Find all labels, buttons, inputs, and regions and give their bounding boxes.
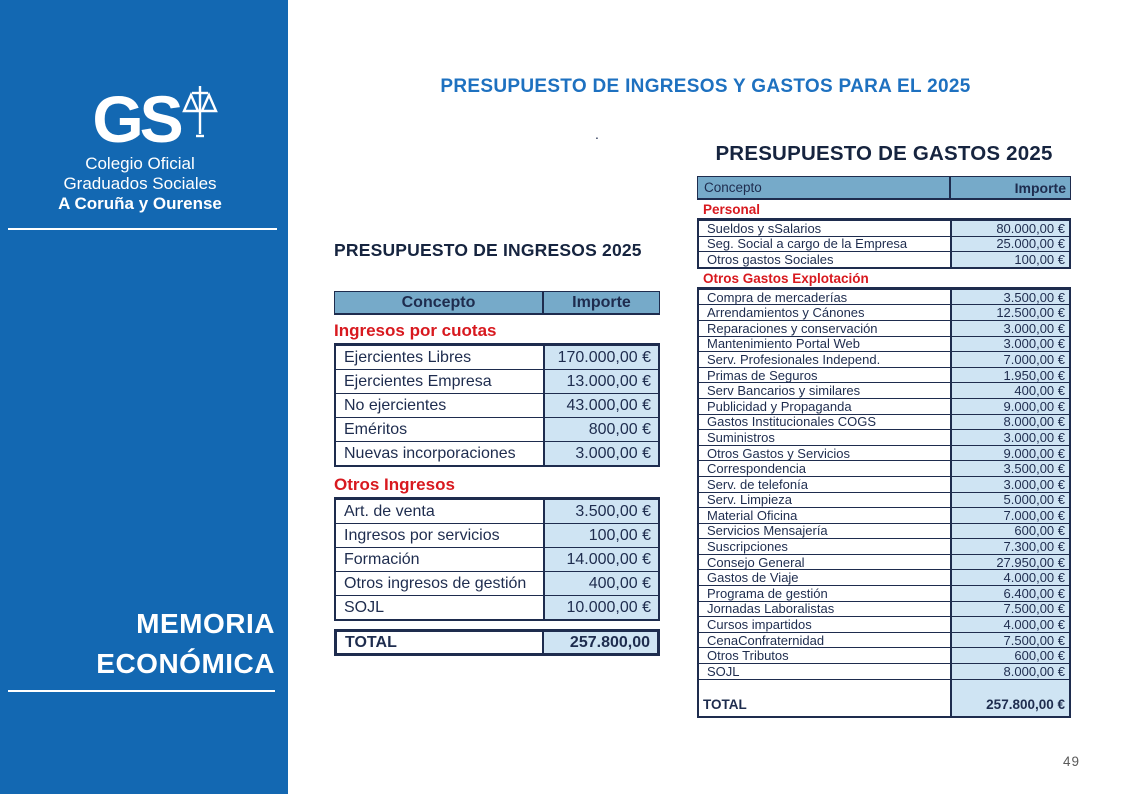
ingresos-total-row: [334, 629, 660, 656]
table-row: [699, 336, 1069, 352]
concept-cell: Suscripciones: [699, 539, 952, 554]
org-logo: [0, 82, 280, 214]
table-row: [699, 616, 1069, 632]
gastos-column-headers: [697, 176, 1071, 200]
concept-cell: Ingresos por servicios: [336, 524, 545, 547]
table-row: [699, 585, 1069, 601]
gastos-personal-table: [697, 218, 1071, 269]
amount-cell: 400,00 €: [545, 572, 658, 595]
concept-cell: Cursos impartidos: [699, 617, 952, 632]
amount-cell: 4.000,00 €: [952, 617, 1069, 632]
gastos-col-importe: Importe: [1014, 179, 1066, 196]
section-title-line2: ECONÓMICA: [96, 648, 275, 679]
amount-cell: 3.000,00 €: [952, 337, 1069, 352]
table-row: [336, 345, 658, 369]
gastos-total-row: [699, 679, 1069, 716]
amount-cell: 43.000,00 €: [545, 394, 658, 417]
table-row: [699, 367, 1069, 383]
concept-cell: CenaConfraternidad: [699, 633, 952, 648]
stray-period-mark: .: [595, 126, 599, 142]
amount-cell: 600,00 €: [952, 524, 1069, 539]
gastos-total-value: 257.800,00 €: [952, 680, 1069, 716]
org-name-line1: Colegio Oficial: [85, 154, 195, 173]
ingresos-otros-table: [334, 497, 660, 621]
concept-cell: Otros Tributos: [699, 648, 952, 663]
table-row: [336, 595, 658, 619]
table-row: [699, 429, 1069, 445]
table-row: [699, 569, 1069, 585]
concept-cell: Correspondencia: [699, 461, 952, 476]
concept-cell: Servicios Mensajería: [699, 524, 952, 539]
amount-cell: 3.500,00 €: [952, 461, 1069, 476]
amount-cell: 14.000,00 €: [545, 548, 658, 571]
table-row: [699, 507, 1069, 523]
gastos-group-label-personal: Personal: [703, 202, 761, 217]
table-row: [336, 547, 658, 571]
ingresos-group-label-otros: Otros Ingresos: [334, 475, 455, 494]
page-number: 49: [1063, 754, 1081, 769]
ingresos-cuotas-table: [334, 343, 660, 467]
gs-monogram-text: GS: [92, 82, 180, 156]
sidebar-divider-bottom: [8, 690, 275, 692]
gs-monogram: [92, 82, 217, 156]
concept-cell: Compra de mercaderías: [699, 290, 952, 305]
concept-cell: Art. de venta: [336, 500, 545, 523]
ingresos-col-importe: Importe: [572, 293, 631, 311]
table-row: [336, 499, 658, 523]
ingresos-total-label: TOTAL: [337, 632, 544, 653]
concept-cell: Otros Gastos y Servicios: [699, 446, 952, 461]
gastos-col-concepto: Concepto: [698, 177, 951, 198]
amount-cell: 10.000,00 €: [545, 596, 658, 619]
table-row: [336, 441, 658, 465]
amount-cell: 13.000,00 €: [545, 370, 658, 393]
concept-cell: Primas de Seguros: [699, 368, 952, 383]
amount-cell: 5.000,00 €: [952, 493, 1069, 508]
table-row: [699, 414, 1069, 430]
table-row: [699, 460, 1069, 476]
section-title-line1: MEMORIA: [136, 608, 275, 639]
amount-cell: 100,00 €: [952, 252, 1069, 267]
amount-cell: 400,00 €: [952, 383, 1069, 398]
amount-cell: 7.300,00 €: [952, 539, 1069, 554]
amount-cell: 27.950,00 €: [952, 555, 1069, 570]
concept-cell: Sueldos y sSalarios: [699, 221, 952, 236]
table-row: [699, 251, 1069, 267]
concept-cell: Gastos Institucionales COGS: [699, 415, 952, 430]
concept-cell: Material Oficina: [699, 508, 952, 523]
amount-cell: 3.500,00 €: [952, 290, 1069, 305]
sidebar-divider-top: [8, 228, 277, 230]
table-row: [699, 523, 1069, 539]
amount-cell: 8.000,00 €: [952, 664, 1069, 679]
concept-cell: Serv. de telefonía: [699, 477, 952, 492]
amount-cell: 8.000,00 €: [952, 415, 1069, 430]
concept-cell: No ejercientes: [336, 394, 545, 417]
gastos-group-label-explotacion: Otros Gastos Explotación: [703, 270, 869, 286]
gastos-title: PRESUPUESTO DE GASTOS 2025: [715, 142, 1053, 165]
amount-cell: 3.000,00 €: [952, 321, 1069, 336]
ingresos-col-concepto: Concepto: [335, 292, 544, 313]
concept-cell: Arrendamientos y Cánones: [699, 305, 952, 320]
amount-cell: 9.000,00 €: [952, 399, 1069, 414]
amount-cell: 3.000,00 €: [545, 442, 658, 465]
table-row: [336, 523, 658, 547]
table-row: [699, 236, 1069, 252]
gastos-explotacion-table: [697, 287, 1071, 718]
amount-cell: 3.000,00 €: [952, 430, 1069, 445]
table-row: [699, 476, 1069, 492]
table-row: [336, 417, 658, 441]
gastos-section: [697, 142, 1071, 718]
amount-cell: 100,00 €: [545, 524, 658, 547]
concept-cell: Otros gastos Sociales: [699, 252, 952, 267]
concept-cell: Serv. Limpieza: [699, 493, 952, 508]
concept-cell: Ejercientes Empresa: [336, 370, 545, 393]
concept-cell: Nuevas incorporaciones: [336, 442, 545, 465]
table-row: [699, 445, 1069, 461]
table-row: [699, 398, 1069, 414]
amount-cell: 4.000,00 €: [952, 570, 1069, 585]
amount-cell: 3.000,00 €: [952, 477, 1069, 492]
scales-of-justice-icon: [182, 84, 218, 144]
table-row: [336, 393, 658, 417]
table-row: [336, 571, 658, 595]
amount-cell: 1.950,00 €: [952, 368, 1069, 383]
concept-cell: Ejercientes Libres: [336, 346, 545, 369]
concept-cell: Reparaciones y conservación: [699, 321, 952, 336]
section-title: [96, 604, 275, 684]
amount-cell: 7.000,00 €: [952, 352, 1069, 367]
org-name-line3: A Coruña y Ourense: [58, 194, 222, 213]
concept-cell: Formación: [336, 548, 545, 571]
sidebar: [0, 0, 288, 794]
table-row: [699, 663, 1069, 679]
ingresos-column-headers: [334, 291, 660, 315]
org-name-line2: Graduados Sociales: [63, 174, 217, 193]
concept-cell: Programa de gestión: [699, 586, 952, 601]
table-row: [699, 601, 1069, 617]
concept-cell: Eméritos: [336, 418, 545, 441]
table-row: [699, 220, 1069, 236]
table-row: [699, 632, 1069, 648]
concept-cell: Gastos de Viaje: [699, 570, 952, 585]
ingresos-total-value: 257.800,00: [544, 632, 657, 653]
concept-cell: Suministros: [699, 430, 952, 445]
table-row: [699, 554, 1069, 570]
gastos-total-label: TOTAL: [699, 680, 952, 716]
table-row: [336, 369, 658, 393]
amount-cell: 7.000,00 €: [952, 508, 1069, 523]
table-row: [699, 304, 1069, 320]
table-row: [699, 320, 1069, 336]
table-row: [699, 492, 1069, 508]
amount-cell: 600,00 €: [952, 648, 1069, 663]
concept-cell: Publicidad y Propaganda: [699, 399, 952, 414]
ingresos-title: PRESUPUESTO DE INGRESOS 2025: [334, 240, 642, 260]
ingresos-group-label-cuotas: Ingresos por cuotas: [334, 321, 497, 340]
concept-cell: Seg. Social a cargo de la Empresa: [699, 237, 952, 252]
amount-cell: 170.000,00 €: [545, 346, 658, 369]
amount-cell: 9.000,00 €: [952, 446, 1069, 461]
org-name: [0, 154, 280, 214]
amount-cell: 6.400,00 €: [952, 586, 1069, 601]
amount-cell: 80.000,00 €: [952, 221, 1069, 236]
concept-cell: Serv. Profesionales Independ.: [699, 352, 952, 367]
amount-cell: 800,00 €: [545, 418, 658, 441]
table-row: [699, 647, 1069, 663]
table-row: [699, 382, 1069, 398]
page-title: PRESUPUESTO DE INGRESOS Y GASTOS PARA EL 2025: [440, 76, 971, 97]
concept-cell: SOJL: [336, 596, 545, 619]
concept-cell: Otros ingresos de gestión: [336, 572, 545, 595]
table-row: [699, 351, 1069, 367]
amount-cell: 3.500,00 €: [545, 500, 658, 523]
concept-cell: Consejo General: [699, 555, 952, 570]
amount-cell: 25.000,00 €: [952, 237, 1069, 252]
table-row: [699, 289, 1069, 305]
concept-cell: Mantenimiento Portal Web: [699, 337, 952, 352]
concept-cell: Serv Bancarios y similares: [699, 383, 952, 398]
table-row: [699, 538, 1069, 554]
amount-cell: 12.500,00 €: [952, 305, 1069, 320]
concept-cell: Jornadas Laboralistas: [699, 602, 952, 617]
amount-cell: 7.500,00 €: [952, 602, 1069, 617]
amount-cell: 7.500,00 €: [952, 633, 1069, 648]
concept-cell: SOJL: [699, 664, 952, 679]
ingresos-section: [334, 240, 660, 656]
